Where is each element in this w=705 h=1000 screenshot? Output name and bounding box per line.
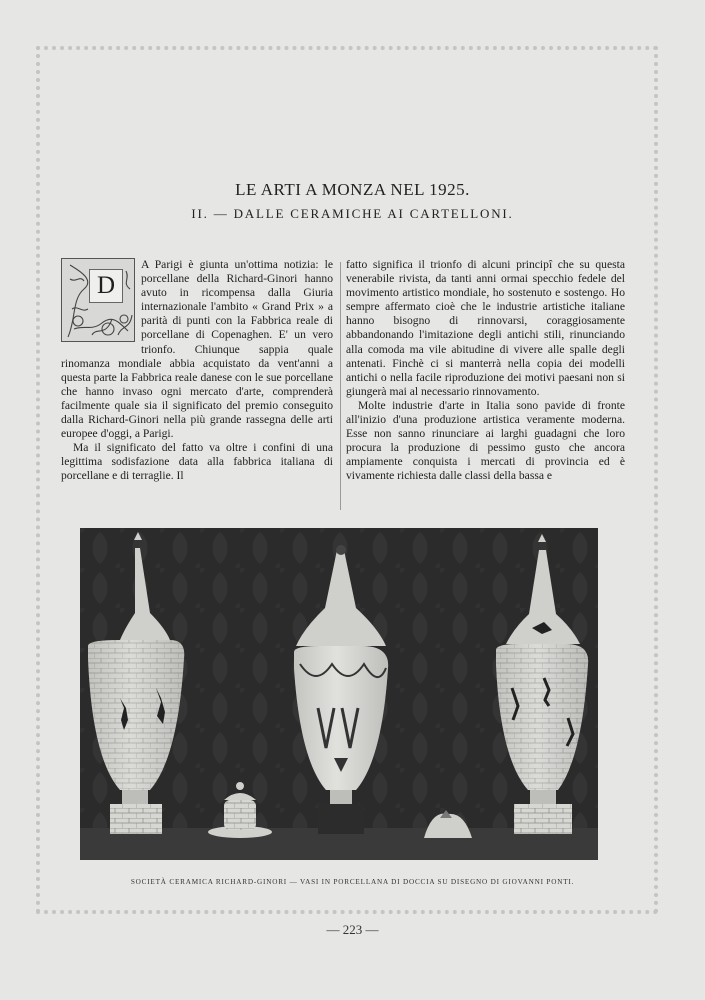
article-subtitle: II. — DALLE CERAMICHE AI CARTELLONI. [191,206,514,221]
paragraph: A Parigi è giunta un'ottima notizia: le porcellane della Richard-Ginori hanno avuto in ricompensa dalla Giuria internazionale l'ambito « Grand Prix » a parità di punti con la Fabbrica reale di porcellane di Copenaghen. E' un vero trionfo. Chiunque sappia quale rinomanza mondiale abbia acquistato da vent'anni a questa parte la Fabbrica reale danese con le sue porcellane che hanno invaso ogni mercato d'arte, comprenderà facilmente quale sia il significato del premio conseguito dalla Richard-Ginori nella più grande rassegna delle arti europee d'oggi, a Parigi. [61,258,333,441]
text-column-left [61,258,333,484]
article-title: LE ARTI A MONZA NEL 1925. [235,180,470,199]
drop-cap-letter: D [89,269,123,303]
paragraph: fatto significa il trionfo di alcuni principî che su questa venerabile rivista, da tanti anni ormai specchio fedele del movimento artistico mondiale, ho sostenuto e sostengo. Ho sempre affermato cioè che le industrie artistiche italiane hanno bisogno di rinnovarsi, coraggiosamente abbandonando l'imitazione degli antichi stili, rinunciando alla comoda ma vile abitudine di vivere alle spalle degli antenati. Finchè ci si manterrà nella copia dei modelli antichi o nella facile riproduzione dei motivi paesani non si giungerà mai al necessario rinnovamento. [346,258,625,398]
column-divider [340,262,341,510]
ornamental-initial [61,258,135,342]
text-column-right [346,258,625,484]
vases-photograph [80,528,598,860]
page-number: — 223 — [326,922,379,937]
paragraph: Ma il significato del fatto va oltre i confini di una legittima sodisfazione data alla fabbrica italiana di porcellane e di terraglie. Il [61,441,333,483]
paragraph: Molte industrie d'arte in Italia sono pavide di fronte all'inizio d'una produzione artistica veramente moderna. Esse non sanno rinunciare ai larghi guadagni che loro procura la produzione di pessimo gusto che ancora ampiamente conquista i mercati di provincia ed è vivamente richiesta dalle classi della bassa e [346,398,625,483]
figure-caption: SOCIETÀ CERAMICA RICHARD-GINORI — VASI IN PORCELLANA DI DOCCIA SU DISEGNO DI GIOVANNI PONTI. [130,878,575,886]
